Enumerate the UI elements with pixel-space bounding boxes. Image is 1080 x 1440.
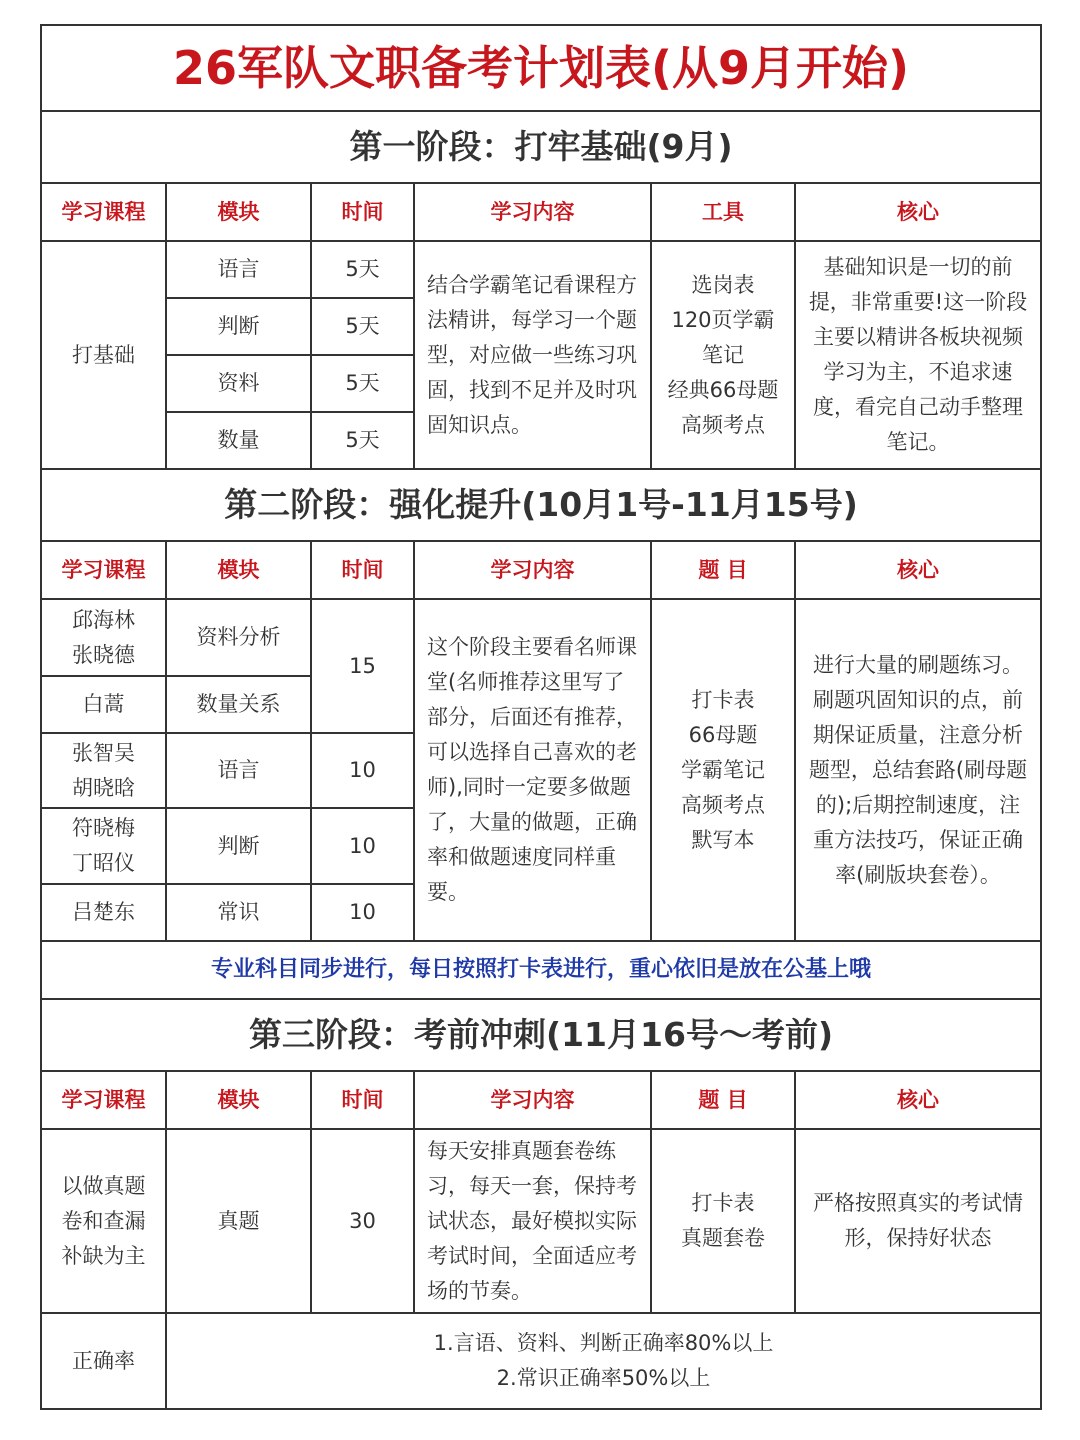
column-header-time: 时间 [311,1071,414,1129]
module-cell: 语言 [166,241,311,298]
module-cell: 资料分析 [166,599,311,676]
time-cell: 5天 [311,298,414,355]
time-cell: 5天 [311,355,414,412]
module-cell: 语言 [166,733,311,808]
time-cell: 10 [311,808,414,884]
column-header-content: 学习内容 [414,1071,651,1129]
stage1-heading-row [41,111,1041,183]
time-cell: 15 [311,599,414,733]
time-cell: 10 [311,733,414,808]
column-header-time: 时间 [311,183,414,241]
stage1-heading: 第一阶段：打牢基础(9月) [41,111,1041,183]
stage1-course: 打基础 [41,241,166,469]
table-row [41,241,1041,298]
column-header-module: 模块 [166,183,311,241]
column-header-time: 时间 [311,541,414,599]
note-row [41,941,1041,999]
time-cell: 5天 [311,412,414,469]
column-header-content: 学习内容 [414,541,651,599]
module-cell: 常识 [166,884,311,941]
column-header-module: 模块 [166,1071,311,1129]
column-header-course: 学习课程 [41,541,166,599]
study-plan-sheet [40,24,1040,1410]
teacher-cell: 白蒿 [41,676,166,733]
table-row [41,599,1041,676]
stage3-tools: 打卡表 真题套卷 [651,1129,795,1313]
stage2-tools: 打卡表 66母题 学霸笔记 高频考点 默写本 [651,599,795,941]
teacher-cell: 邱海林 张晓德 [41,599,166,676]
module-cell: 判断 [166,298,311,355]
page-title: 26军队文职备考计划表(从9月开始) [41,25,1041,111]
column-header-course: 学习课程 [41,1071,166,1129]
module-cell: 数量 [166,412,311,469]
column-header-questions: 题 目 [651,1071,795,1129]
stage3-core: 严格按照真实的考试情形，保持好状态 [795,1129,1041,1313]
accuracy-row [41,1313,1041,1409]
stage2-content: 这个阶段主要看名师课堂(名师推荐这里写了部分，后面还有推荐，可以选择自己喜欢的老师),同时一定要多做题了，大量的做题，正确率和做题速度同样重要。 [414,599,651,941]
stage1-core: 基础知识是一切的前提，非常重要!这一阶段主要以精讲各板块视频学习为主，不追求速度，看完自己动手整理笔记。 [795,241,1041,469]
module-cell: 判断 [166,808,311,884]
stage3-course: 以做真题 卷和查漏 补缺为主 [41,1129,166,1313]
teacher-cell: 符晓梅 丁昭仪 [41,808,166,884]
stage2-core: 进行大量的刷题练习。刷题巩固知识的点，前期保证质量，注意分析题型，总结套路(刷母题的);后期控制速度，注重方法技巧，保证正确率(刷版块套卷）。 [795,599,1041,941]
module-cell: 真题 [166,1129,311,1313]
column-header-tools: 工具 [651,183,795,241]
stage1-header-row [41,183,1041,241]
column-header-course: 学习课程 [41,183,166,241]
teacher-cell: 吕楚东 [41,884,166,941]
stage2-header-row [41,541,1041,599]
time-cell: 30 [311,1129,414,1313]
table-row [41,1129,1041,1313]
accuracy-label: 正确率 [41,1313,166,1409]
teacher-cell: 张智吴 胡晓晗 [41,733,166,808]
time-cell: 5天 [311,241,414,298]
stage3-heading: 第三阶段：考前冲刺(11月16号～考前) [41,999,1041,1071]
stage3-content: 每天安排真题套卷练习，每天一套，保持考试状态，最好模拟实际考试时间，全面适应考场的节奏。 [414,1129,651,1313]
time-cell: 10 [311,884,414,941]
module-cell: 数量关系 [166,676,311,733]
column-header-core: 核心 [795,1071,1041,1129]
column-header-core: 核心 [795,183,1041,241]
stage2-heading: 第二阶段：强化提升(10月1号-11月15号) [41,469,1041,541]
column-header-questions: 题 目 [651,541,795,599]
stage2-heading-row [41,469,1041,541]
study-plan-table [40,24,1042,1410]
stage1-content: 结合学霸笔记看课程方法精讲，每学习一个题型，对应做一些练习巩固，找到不足并及时巩固知识点。 [414,241,651,469]
sync-note: 专业科目同步进行，每日按照打卡表进行，重心依旧是放在公基上哦 [41,941,1041,999]
column-header-core: 核心 [795,541,1041,599]
column-header-content: 学习内容 [414,183,651,241]
title-row [41,25,1041,111]
accuracy-targets: 1.言语、资料、判断正确率80%以上 2.常识正确率50%以上 [166,1313,1041,1409]
stage3-header-row [41,1071,1041,1129]
stage1-tools: 选岗表 120页学霸 笔记 经典66母题 高频考点 [651,241,795,469]
module-cell: 资料 [166,355,311,412]
stage3-heading-row [41,999,1041,1071]
column-header-module: 模块 [166,541,311,599]
